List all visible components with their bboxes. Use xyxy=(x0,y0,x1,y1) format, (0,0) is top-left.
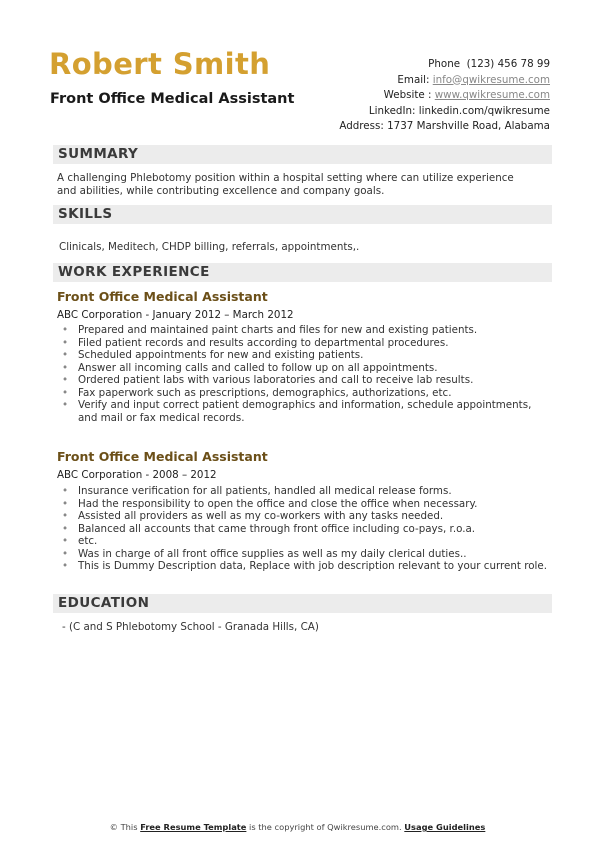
list-item: • etc. xyxy=(62,535,547,548)
footer-middle: is the copyright of Qwikresume.com. xyxy=(249,822,402,832)
summary-text: A challenging Phlebotomy position within a hospital setting where can utilize experience and abilities, while contributing excellence and company goals. xyxy=(57,172,514,197)
phone-label: Phone xyxy=(428,58,461,70)
list-item: • Was in charge of all front office supplies as well as my daily clerical duties.. xyxy=(62,548,547,561)
list-item: • Ordered patient labs with various laboratories and call to receive lab results. xyxy=(62,374,547,387)
job-duties-list xyxy=(62,485,547,573)
job-company-dates: ABC Corporation - 2008 – 2012 xyxy=(57,469,217,481)
list-item: • Balanced all accounts that came through front office including co-pays, r.o.a. xyxy=(62,523,547,536)
skills-section-header xyxy=(53,205,552,224)
work-heading: WORK EXPERIENCE xyxy=(58,264,210,280)
summary-heading: SUMMARY xyxy=(58,146,139,162)
usage-guidelines-link[interactable]: Usage Guidelines xyxy=(404,822,486,832)
list-item: • Assisted all providers as well as my co-workers with any tasks needed. xyxy=(62,510,547,523)
copyright-footer xyxy=(0,822,595,832)
skills-heading: SKILLS xyxy=(58,206,113,222)
list-item: • Fax paperwork such as prescriptions, demographics, authorizations, etc. xyxy=(62,387,547,400)
list-item: • This is Dummy Description data, Replace with job description relevant to your current role. xyxy=(62,560,547,573)
list-item: • Had the responsibility to open the office and close the office when necessary. xyxy=(62,498,547,511)
work-section-header xyxy=(53,263,552,282)
list-item: • Insurance verification for all patients, handled all medical release forms. xyxy=(62,485,547,498)
footer-prefix: © This xyxy=(109,822,138,832)
address-value: 1737 Marshville Road, Alabama xyxy=(387,120,550,132)
education-section-header xyxy=(53,594,552,613)
list-item: • Verify and input correct patient demographics and information, schedule appointments, and mail or fax medical records. xyxy=(62,399,547,424)
email-label: Email: xyxy=(397,73,430,86)
linkedin-value: linkedin.com/qwikresume xyxy=(418,104,550,117)
education-heading: EDUCATION xyxy=(58,595,150,611)
contact-phone xyxy=(339,57,550,73)
phone-value: (123) 456 78 99 xyxy=(466,58,550,70)
education-text: - (C and S Phlebotomy School - Granada Hills, CA) xyxy=(62,621,319,633)
list-item: • Answer all incoming calls and called to follow up on all appointments. xyxy=(62,362,547,375)
job-company-dates: ABC Corporation - January 2012 – March 2012 xyxy=(57,309,294,321)
contact-email xyxy=(339,73,550,89)
contact-linkedin xyxy=(339,104,550,120)
list-item: • Prepared and maintained paint charts and files for new and existing patients. xyxy=(62,324,547,337)
contact-website xyxy=(339,88,550,104)
job-title: Front Office Medical Assistant xyxy=(57,449,268,464)
website-link[interactable]: www.qwikresume.com xyxy=(434,89,550,101)
address-label: Address: xyxy=(339,120,384,132)
contact-address xyxy=(339,119,550,135)
website-label: Website : xyxy=(383,89,432,101)
job-duties-list xyxy=(62,324,547,424)
summary-section-header xyxy=(53,145,552,164)
candidate-name: Robert Smith xyxy=(49,47,271,81)
candidate-title: Front Office Medical Assistant xyxy=(50,91,295,107)
email-link[interactable]: info@qwikresume.com xyxy=(432,73,550,86)
job-title: Front Office Medical Assistant xyxy=(57,289,268,304)
free-resume-template-link[interactable]: Free Resume Template xyxy=(140,822,247,832)
list-item: • Scheduled appointments for new and existing patients. xyxy=(62,349,547,362)
skills-text: Clinicals, Meditech, CHDP billing, referrals, appointments,. xyxy=(59,241,360,253)
linkedin-label: LinkedIn: xyxy=(368,104,416,117)
contact-block xyxy=(339,57,550,135)
list-item: • Filed patient records and results according to departmental procedures. xyxy=(62,337,547,350)
